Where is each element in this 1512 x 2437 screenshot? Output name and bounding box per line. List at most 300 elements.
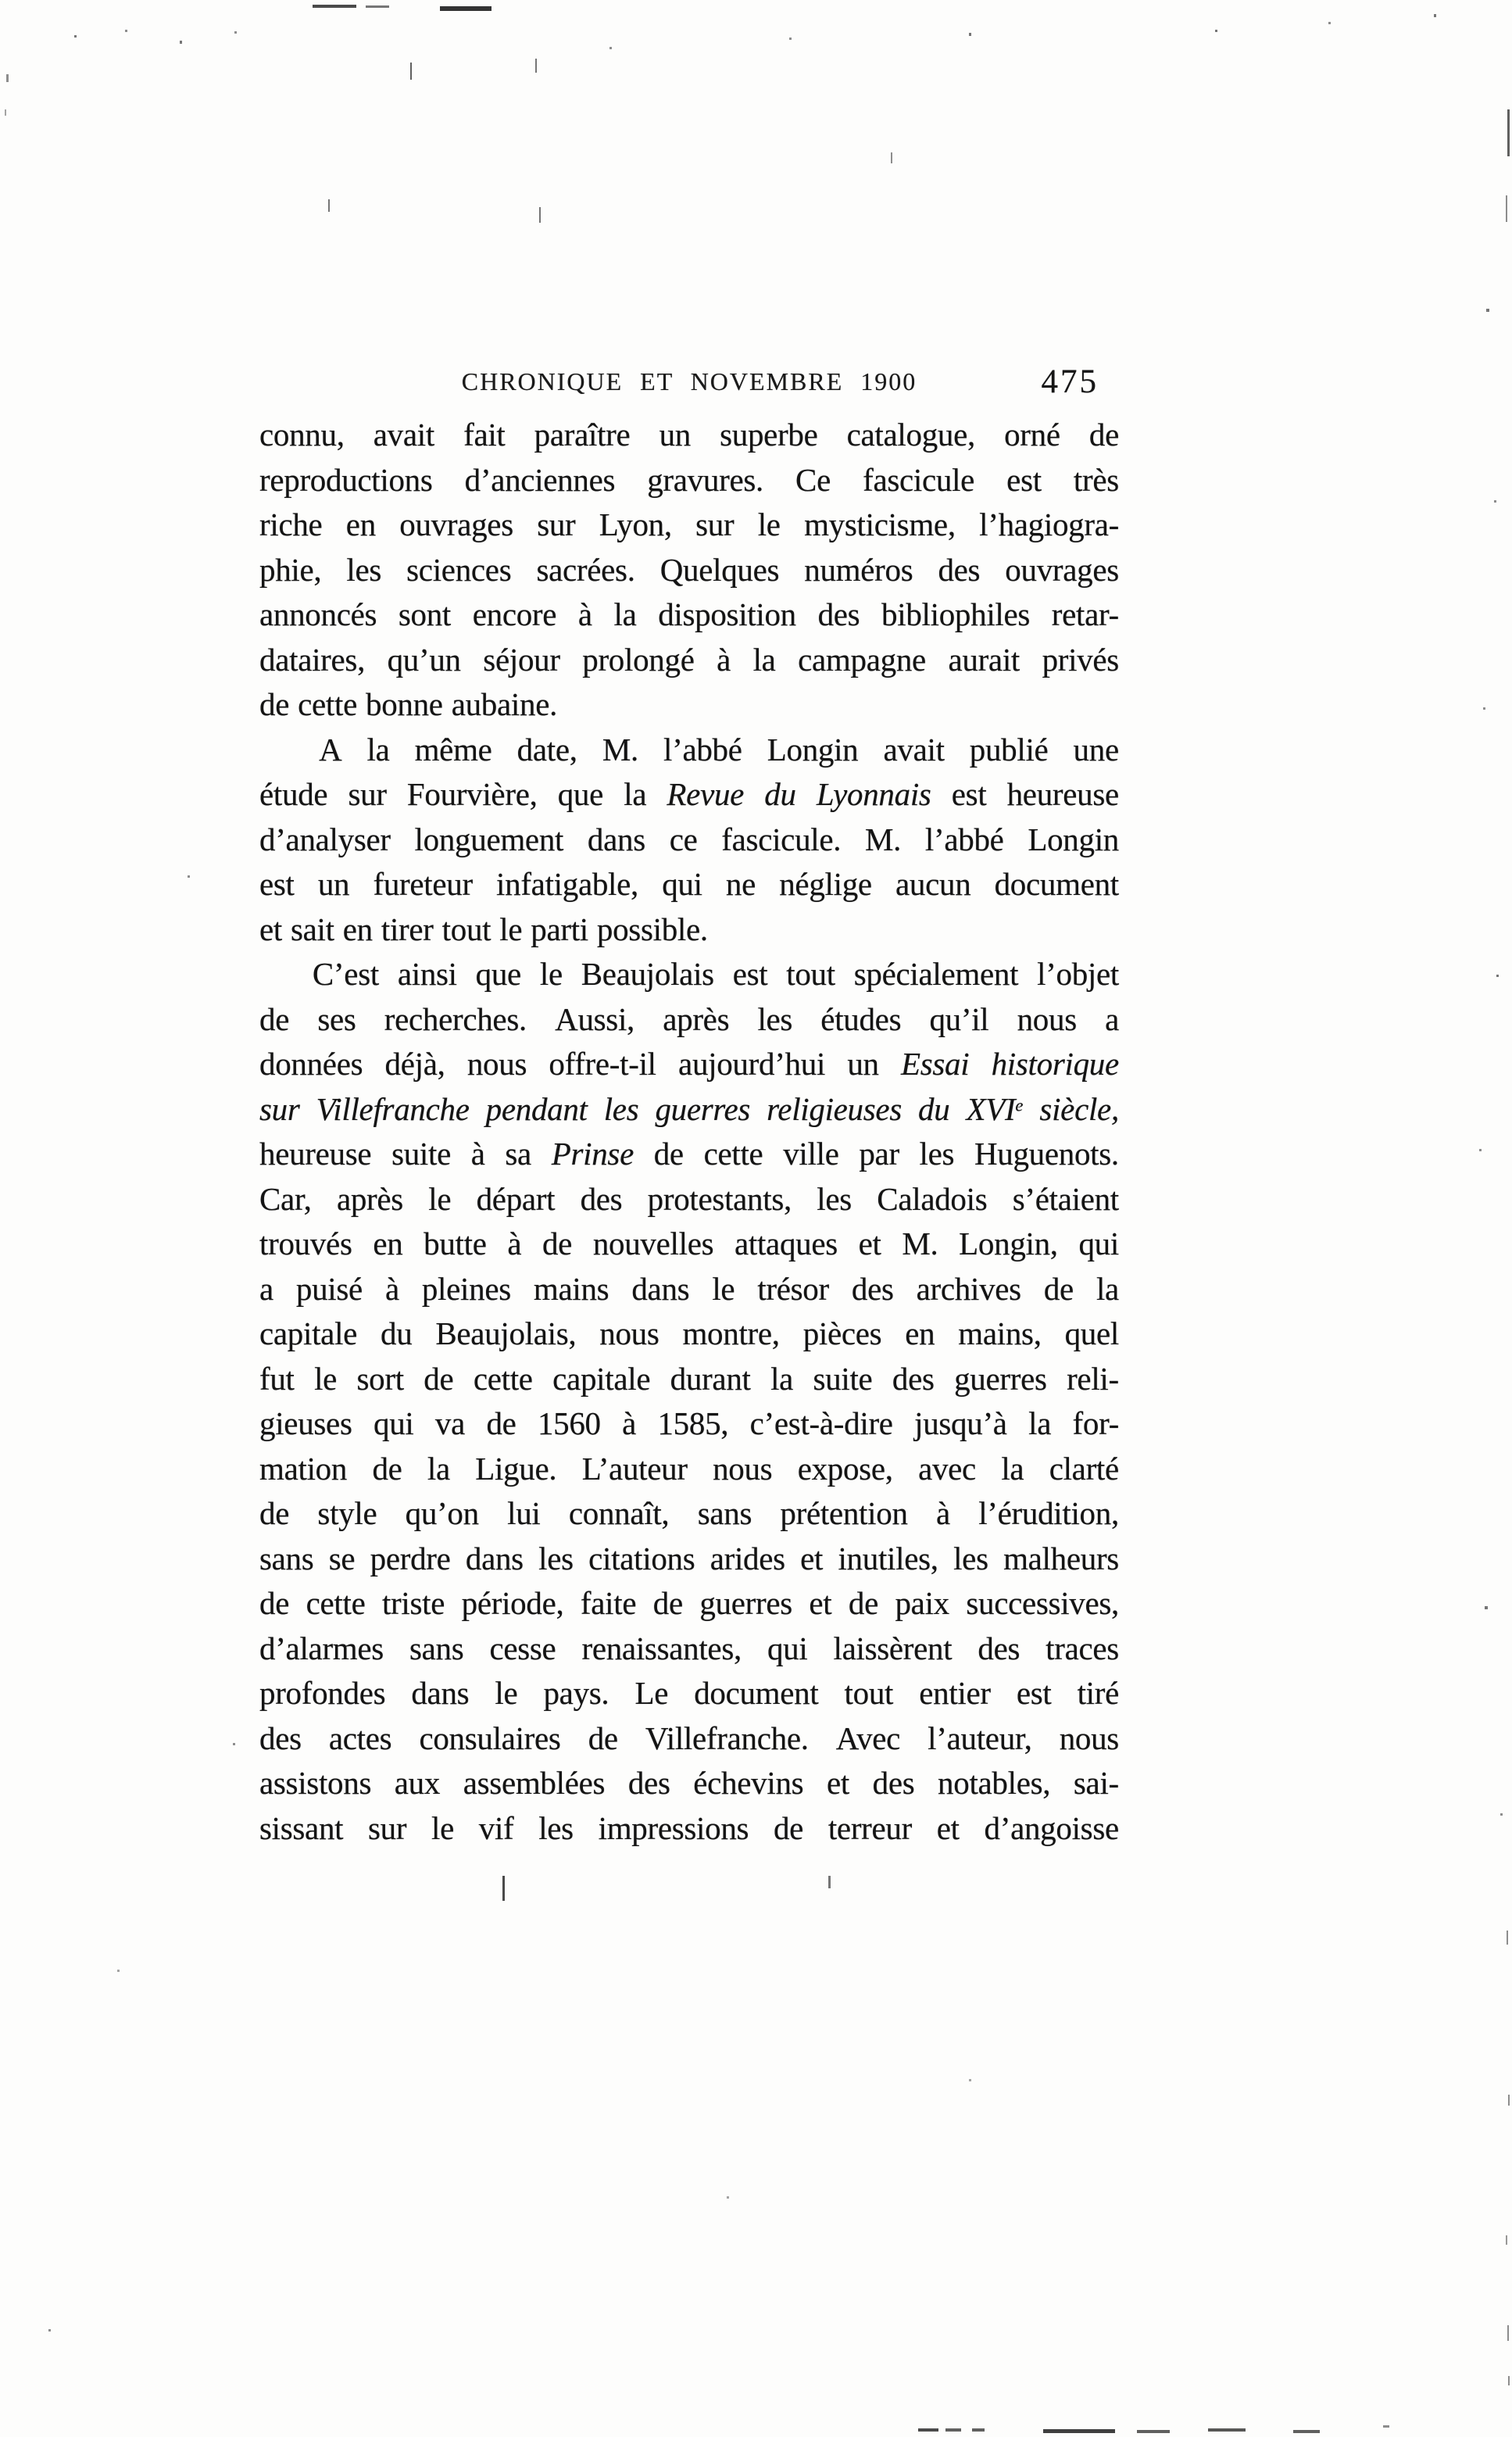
word: pleines xyxy=(421,1270,511,1307)
word: l’objet xyxy=(1037,956,1119,992)
word: guerres xyxy=(954,1360,1047,1397)
word: Le xyxy=(634,1675,669,1711)
text-line xyxy=(259,682,1119,728)
word: laissèrent xyxy=(833,1630,953,1666)
word: l’abbé xyxy=(924,821,1004,857)
word: sans xyxy=(259,1540,314,1576)
word: cette xyxy=(473,1360,533,1397)
page-number: 475 xyxy=(1041,363,1099,400)
word: des xyxy=(851,1270,894,1307)
word: terreur xyxy=(827,1809,912,1846)
text-line xyxy=(259,997,1119,1043)
word: Fourvière, xyxy=(406,776,538,812)
word: de xyxy=(259,1495,290,1531)
word: Quelques xyxy=(659,551,780,588)
word: période, xyxy=(461,1585,564,1621)
scan-speck xyxy=(1383,2425,1389,2428)
word: de xyxy=(372,1450,402,1487)
word: Ligue. xyxy=(475,1450,557,1487)
word: des xyxy=(259,1719,302,1756)
word: est xyxy=(951,776,987,812)
word: mains xyxy=(533,1270,609,1307)
word: sur xyxy=(259,1090,300,1127)
word: est xyxy=(732,956,768,992)
word: pays. xyxy=(543,1675,609,1711)
word: renaissantes, xyxy=(581,1630,742,1666)
word: inutiles, xyxy=(838,1540,938,1576)
word: nous xyxy=(599,1315,659,1351)
word: même xyxy=(414,731,492,768)
scan-speck xyxy=(410,63,412,80)
word: butte xyxy=(424,1226,487,1261)
word: M. xyxy=(602,731,638,768)
word: que xyxy=(475,956,521,992)
word: d’angoisse xyxy=(984,1809,1119,1846)
word: après xyxy=(336,1180,403,1217)
word: cette xyxy=(306,1585,366,1621)
word: qu’un xyxy=(387,641,461,678)
word: les xyxy=(603,1090,639,1127)
word: 1560 xyxy=(537,1405,601,1441)
scan-speck xyxy=(891,152,892,163)
word: Revue xyxy=(667,776,745,812)
word: guerres xyxy=(699,1585,792,1621)
text-line xyxy=(259,772,1119,818)
word: à xyxy=(622,1405,637,1441)
word: les xyxy=(538,1540,574,1576)
word: nous xyxy=(1017,1000,1077,1037)
word: profondes xyxy=(259,1675,386,1711)
text-line xyxy=(259,1581,1119,1626)
scan-speck xyxy=(5,109,6,116)
text-line xyxy=(259,413,1119,458)
word: du xyxy=(918,1090,950,1127)
word: mysticisme, xyxy=(804,506,956,542)
word: prolongé xyxy=(582,641,695,678)
word: les xyxy=(919,1136,955,1172)
scan-speck xyxy=(1496,975,1499,977)
word: de xyxy=(653,1136,684,1172)
word: protestants, xyxy=(647,1180,792,1217)
word: Aussi, xyxy=(555,1000,635,1037)
word: la xyxy=(1096,1270,1119,1307)
word: impressions xyxy=(598,1809,749,1846)
scan-speck xyxy=(1043,2429,1115,2433)
word: sont xyxy=(398,596,452,632)
word: sai- xyxy=(1073,1765,1119,1801)
scan-speck xyxy=(328,199,330,212)
word: a xyxy=(259,1270,273,1307)
word: Ce xyxy=(795,461,831,498)
word: des xyxy=(978,1630,1021,1666)
scan-speck xyxy=(1479,1149,1482,1151)
word: suite xyxy=(813,1360,873,1397)
word: fut xyxy=(259,1360,295,1397)
scan-speck xyxy=(1494,500,1496,503)
word: Avec xyxy=(835,1719,901,1756)
word: du xyxy=(381,1315,413,1351)
scan-speck xyxy=(1137,2430,1170,2433)
word: perdre xyxy=(370,1540,451,1576)
word: L’auteur xyxy=(581,1450,688,1487)
word: l’abbé xyxy=(663,731,742,768)
word: ce xyxy=(669,821,698,857)
word: triste xyxy=(381,1585,445,1621)
word: après xyxy=(663,1000,730,1037)
word: assemblées xyxy=(463,1765,606,1801)
word: le xyxy=(495,1675,518,1711)
word: le xyxy=(539,956,563,992)
word: de xyxy=(1088,417,1119,453)
word: Longin xyxy=(767,731,859,768)
word: séjour xyxy=(483,641,560,678)
word: des xyxy=(580,1180,623,1217)
word: spécialement xyxy=(853,956,1019,992)
word: un xyxy=(847,1046,879,1082)
word: phie, xyxy=(259,551,322,588)
text-line xyxy=(259,1312,1119,1357)
word: le xyxy=(499,911,523,947)
word: lui xyxy=(507,1495,541,1531)
word: des xyxy=(938,551,981,588)
word: privés xyxy=(1042,641,1119,678)
word: la xyxy=(1001,1450,1024,1487)
word: malheurs xyxy=(1003,1540,1119,1576)
word: données xyxy=(259,1046,363,1082)
word: paix xyxy=(895,1585,949,1621)
scan-speck xyxy=(972,2428,985,2432)
word: sur xyxy=(537,506,576,542)
word: fureteur xyxy=(373,866,473,902)
word: Longin, xyxy=(959,1226,1058,1261)
scan-speck xyxy=(233,1743,235,1745)
scan-speck xyxy=(1215,30,1217,32)
word: de xyxy=(486,1405,517,1441)
word: de xyxy=(259,686,290,722)
word: gravures. xyxy=(647,461,763,498)
word: déjà, xyxy=(384,1046,445,1082)
body-text xyxy=(259,413,1119,1851)
word: vif xyxy=(478,1809,514,1846)
word: le xyxy=(712,1270,735,1307)
word: de xyxy=(259,1585,290,1621)
text-line xyxy=(259,638,1119,683)
word: de xyxy=(259,1000,290,1037)
scan-speck xyxy=(180,41,182,44)
word: en xyxy=(342,911,373,947)
word: jusqu’à xyxy=(914,1405,1007,1441)
word: ouvrages xyxy=(1005,551,1119,588)
word: sur xyxy=(368,1809,407,1846)
text-line xyxy=(259,1087,1119,1133)
text-line xyxy=(259,1401,1119,1447)
word: à xyxy=(717,641,731,678)
word: cesse xyxy=(489,1630,556,1666)
word: à xyxy=(577,596,592,632)
word: fascicule. xyxy=(721,821,842,857)
word: aux xyxy=(394,1765,441,1801)
text-line xyxy=(259,1177,1119,1222)
word: s’étaient xyxy=(1012,1180,1119,1217)
word: d’anciennes xyxy=(464,461,616,498)
word: ainsi xyxy=(397,956,457,992)
scan-speck xyxy=(1328,22,1331,24)
word: sort xyxy=(356,1360,404,1397)
word: superbe xyxy=(720,417,818,453)
word: avait xyxy=(883,731,945,768)
word: entier xyxy=(919,1675,991,1711)
word: la xyxy=(427,1450,450,1487)
scan-speck xyxy=(125,30,127,32)
word: et xyxy=(809,1585,832,1621)
word: M. xyxy=(865,821,902,857)
word: en xyxy=(905,1315,935,1351)
word: est xyxy=(259,866,295,902)
scan-speck xyxy=(1506,2235,1507,2245)
word: arides xyxy=(710,1540,785,1576)
word: de xyxy=(542,1226,573,1261)
word: la xyxy=(1028,1405,1052,1441)
word: les xyxy=(538,1809,574,1846)
word: Villefranche. xyxy=(645,1719,809,1756)
word: les xyxy=(346,551,382,588)
word: sans xyxy=(409,1630,464,1666)
running-title: CHRONIQUE ET NOVEMBRE 1900 xyxy=(461,367,917,395)
word: longuement xyxy=(414,821,564,857)
word: infatigable, xyxy=(496,866,638,902)
word: de xyxy=(848,1585,878,1621)
word: Lyonnais xyxy=(816,776,931,812)
scan-speck xyxy=(1507,1931,1508,1945)
word: dans xyxy=(465,1540,524,1576)
word: sa xyxy=(505,1136,531,1172)
word: puisé xyxy=(295,1270,363,1307)
word: la xyxy=(366,731,390,768)
word: prétention xyxy=(780,1495,908,1531)
word: possible. xyxy=(596,911,708,947)
scan-speck xyxy=(313,5,356,8)
text-line xyxy=(259,1716,1119,1762)
word: est xyxy=(1006,461,1042,498)
word: le xyxy=(428,1180,452,1217)
word: tout xyxy=(786,956,835,992)
word: for- xyxy=(1072,1405,1119,1441)
word: nous xyxy=(466,1046,527,1082)
word: quel xyxy=(1064,1315,1119,1351)
word: successives, xyxy=(966,1585,1119,1621)
word: sur xyxy=(695,506,735,542)
word: faite xyxy=(580,1585,637,1621)
word: des xyxy=(892,1360,935,1397)
word: clarté xyxy=(1049,1450,1119,1487)
word: guerres xyxy=(655,1090,751,1127)
word: cette xyxy=(298,686,357,722)
word: assistons xyxy=(259,1765,372,1801)
page-header xyxy=(259,363,1119,408)
word: les xyxy=(953,1540,988,1576)
word: des xyxy=(817,596,860,632)
word: la xyxy=(770,1360,794,1397)
scan-speck xyxy=(1208,2428,1246,2432)
word: la xyxy=(752,641,776,678)
word: le xyxy=(757,506,781,542)
word: ne xyxy=(725,866,756,902)
word: C’est xyxy=(312,956,379,992)
word: ville xyxy=(783,1136,839,1172)
text-line xyxy=(259,458,1119,503)
word: aujourd’hui xyxy=(678,1046,826,1082)
word: qui xyxy=(1078,1226,1119,1261)
word: nous xyxy=(713,1450,773,1487)
text-line xyxy=(259,862,1119,907)
scan-speck xyxy=(1483,707,1485,710)
scan-speck xyxy=(366,5,389,8)
word: dans xyxy=(587,821,645,857)
word: connaît, xyxy=(568,1495,670,1531)
word: des xyxy=(872,1765,915,1801)
word: échevins xyxy=(693,1765,804,1801)
word: qu’il xyxy=(929,1000,989,1037)
word: document xyxy=(694,1675,819,1711)
scan-speck xyxy=(1485,1606,1488,1609)
word: date, xyxy=(517,731,577,768)
word: à xyxy=(470,1136,485,1172)
word: qui xyxy=(767,1630,808,1666)
word: qu’on xyxy=(405,1495,479,1531)
word: Villefranche xyxy=(316,1090,470,1127)
word: paraître xyxy=(534,417,631,453)
word: montre, xyxy=(682,1315,780,1351)
word: style xyxy=(317,1495,377,1531)
word: la xyxy=(624,776,647,812)
word: de xyxy=(1043,1270,1074,1307)
word: aurait xyxy=(948,641,1021,678)
scan-speck xyxy=(6,74,9,82)
word: fascicule xyxy=(863,461,975,498)
text-line xyxy=(259,1626,1119,1672)
word: de xyxy=(424,1360,454,1397)
word: tirer xyxy=(381,911,434,947)
scan-speck xyxy=(502,1876,505,1901)
word: et xyxy=(826,1765,849,1801)
text-line xyxy=(259,1357,1119,1402)
word: cette xyxy=(703,1136,763,1172)
word: le xyxy=(314,1360,338,1397)
word: tiré xyxy=(1077,1675,1119,1711)
word: dans xyxy=(411,1675,470,1711)
word: d’analyser xyxy=(259,821,391,857)
word: sait xyxy=(291,911,334,947)
scan-speck xyxy=(969,33,971,36)
word: sacrées. xyxy=(536,551,635,588)
word: traces xyxy=(1046,1630,1119,1666)
word: que xyxy=(557,776,604,812)
word: et xyxy=(858,1226,881,1261)
word: du xyxy=(764,776,796,812)
scan-speck xyxy=(1507,2325,1509,2341)
word: campagne xyxy=(798,641,926,678)
word: capitale xyxy=(259,1315,358,1351)
word: recherches. xyxy=(384,1000,527,1037)
word: avait xyxy=(373,417,434,453)
scan-speck xyxy=(48,2329,51,2331)
word: 1585, xyxy=(657,1405,729,1441)
scan-speck xyxy=(535,59,537,73)
word: archives xyxy=(916,1270,1021,1307)
word: publié xyxy=(969,731,1049,768)
word: bibliophiles xyxy=(881,596,1031,632)
word: heureuse xyxy=(259,1136,372,1172)
word: qui xyxy=(662,866,702,902)
word: XVIe xyxy=(966,1090,1024,1127)
scan-speck xyxy=(117,1970,120,1972)
word: l’auteur, xyxy=(928,1719,1032,1756)
word: parti xyxy=(531,911,588,947)
word: l’hagiogra- xyxy=(979,506,1119,542)
scan-speck xyxy=(539,207,541,223)
word: un xyxy=(317,866,350,902)
scan-speck xyxy=(945,2428,961,2432)
text-line xyxy=(259,1042,1119,1087)
word: des xyxy=(627,1765,670,1801)
word: une xyxy=(1073,731,1119,768)
word: étude xyxy=(259,776,328,812)
scan-speck xyxy=(1506,195,1507,222)
scan-speck xyxy=(188,875,190,878)
text-line xyxy=(259,1806,1119,1852)
text-line xyxy=(259,907,1119,953)
scan-speck xyxy=(969,2079,971,2081)
word: expose, xyxy=(797,1450,893,1487)
scan-speck xyxy=(440,6,491,11)
text-line xyxy=(259,1671,1119,1716)
word: nous xyxy=(1059,1719,1119,1756)
word: Caladois xyxy=(877,1180,988,1217)
word: disposition xyxy=(658,596,796,632)
word: études xyxy=(820,1000,902,1037)
word: ouvrages xyxy=(399,506,513,542)
word: Car, xyxy=(259,1180,312,1217)
word: tout xyxy=(844,1675,894,1711)
word: de xyxy=(773,1809,804,1846)
text-line xyxy=(259,592,1119,638)
word: Lyon, xyxy=(599,506,672,542)
word: tout xyxy=(441,911,491,947)
word: historique xyxy=(991,1046,1119,1082)
word: gieuses xyxy=(259,1405,352,1441)
word: sur xyxy=(348,776,387,812)
word: qui xyxy=(374,1405,414,1441)
word: un xyxy=(659,417,691,453)
scan-speck xyxy=(1500,1813,1503,1816)
scan-speck xyxy=(1486,309,1489,312)
word: numéros xyxy=(804,551,913,588)
word: retar- xyxy=(1051,596,1119,632)
text-line xyxy=(259,1222,1119,1267)
word: en xyxy=(345,506,376,542)
word: Huguenots. xyxy=(974,1136,1119,1172)
word: est xyxy=(1016,1675,1052,1711)
word: suite xyxy=(391,1136,451,1172)
word: et xyxy=(259,911,282,947)
word: attaques xyxy=(734,1226,838,1261)
scan-speck xyxy=(234,31,237,34)
text-line xyxy=(259,1447,1119,1492)
scan-speck xyxy=(1434,14,1436,17)
word: se xyxy=(328,1540,356,1576)
scan-speck xyxy=(1293,2430,1320,2433)
word: dans xyxy=(631,1270,690,1307)
